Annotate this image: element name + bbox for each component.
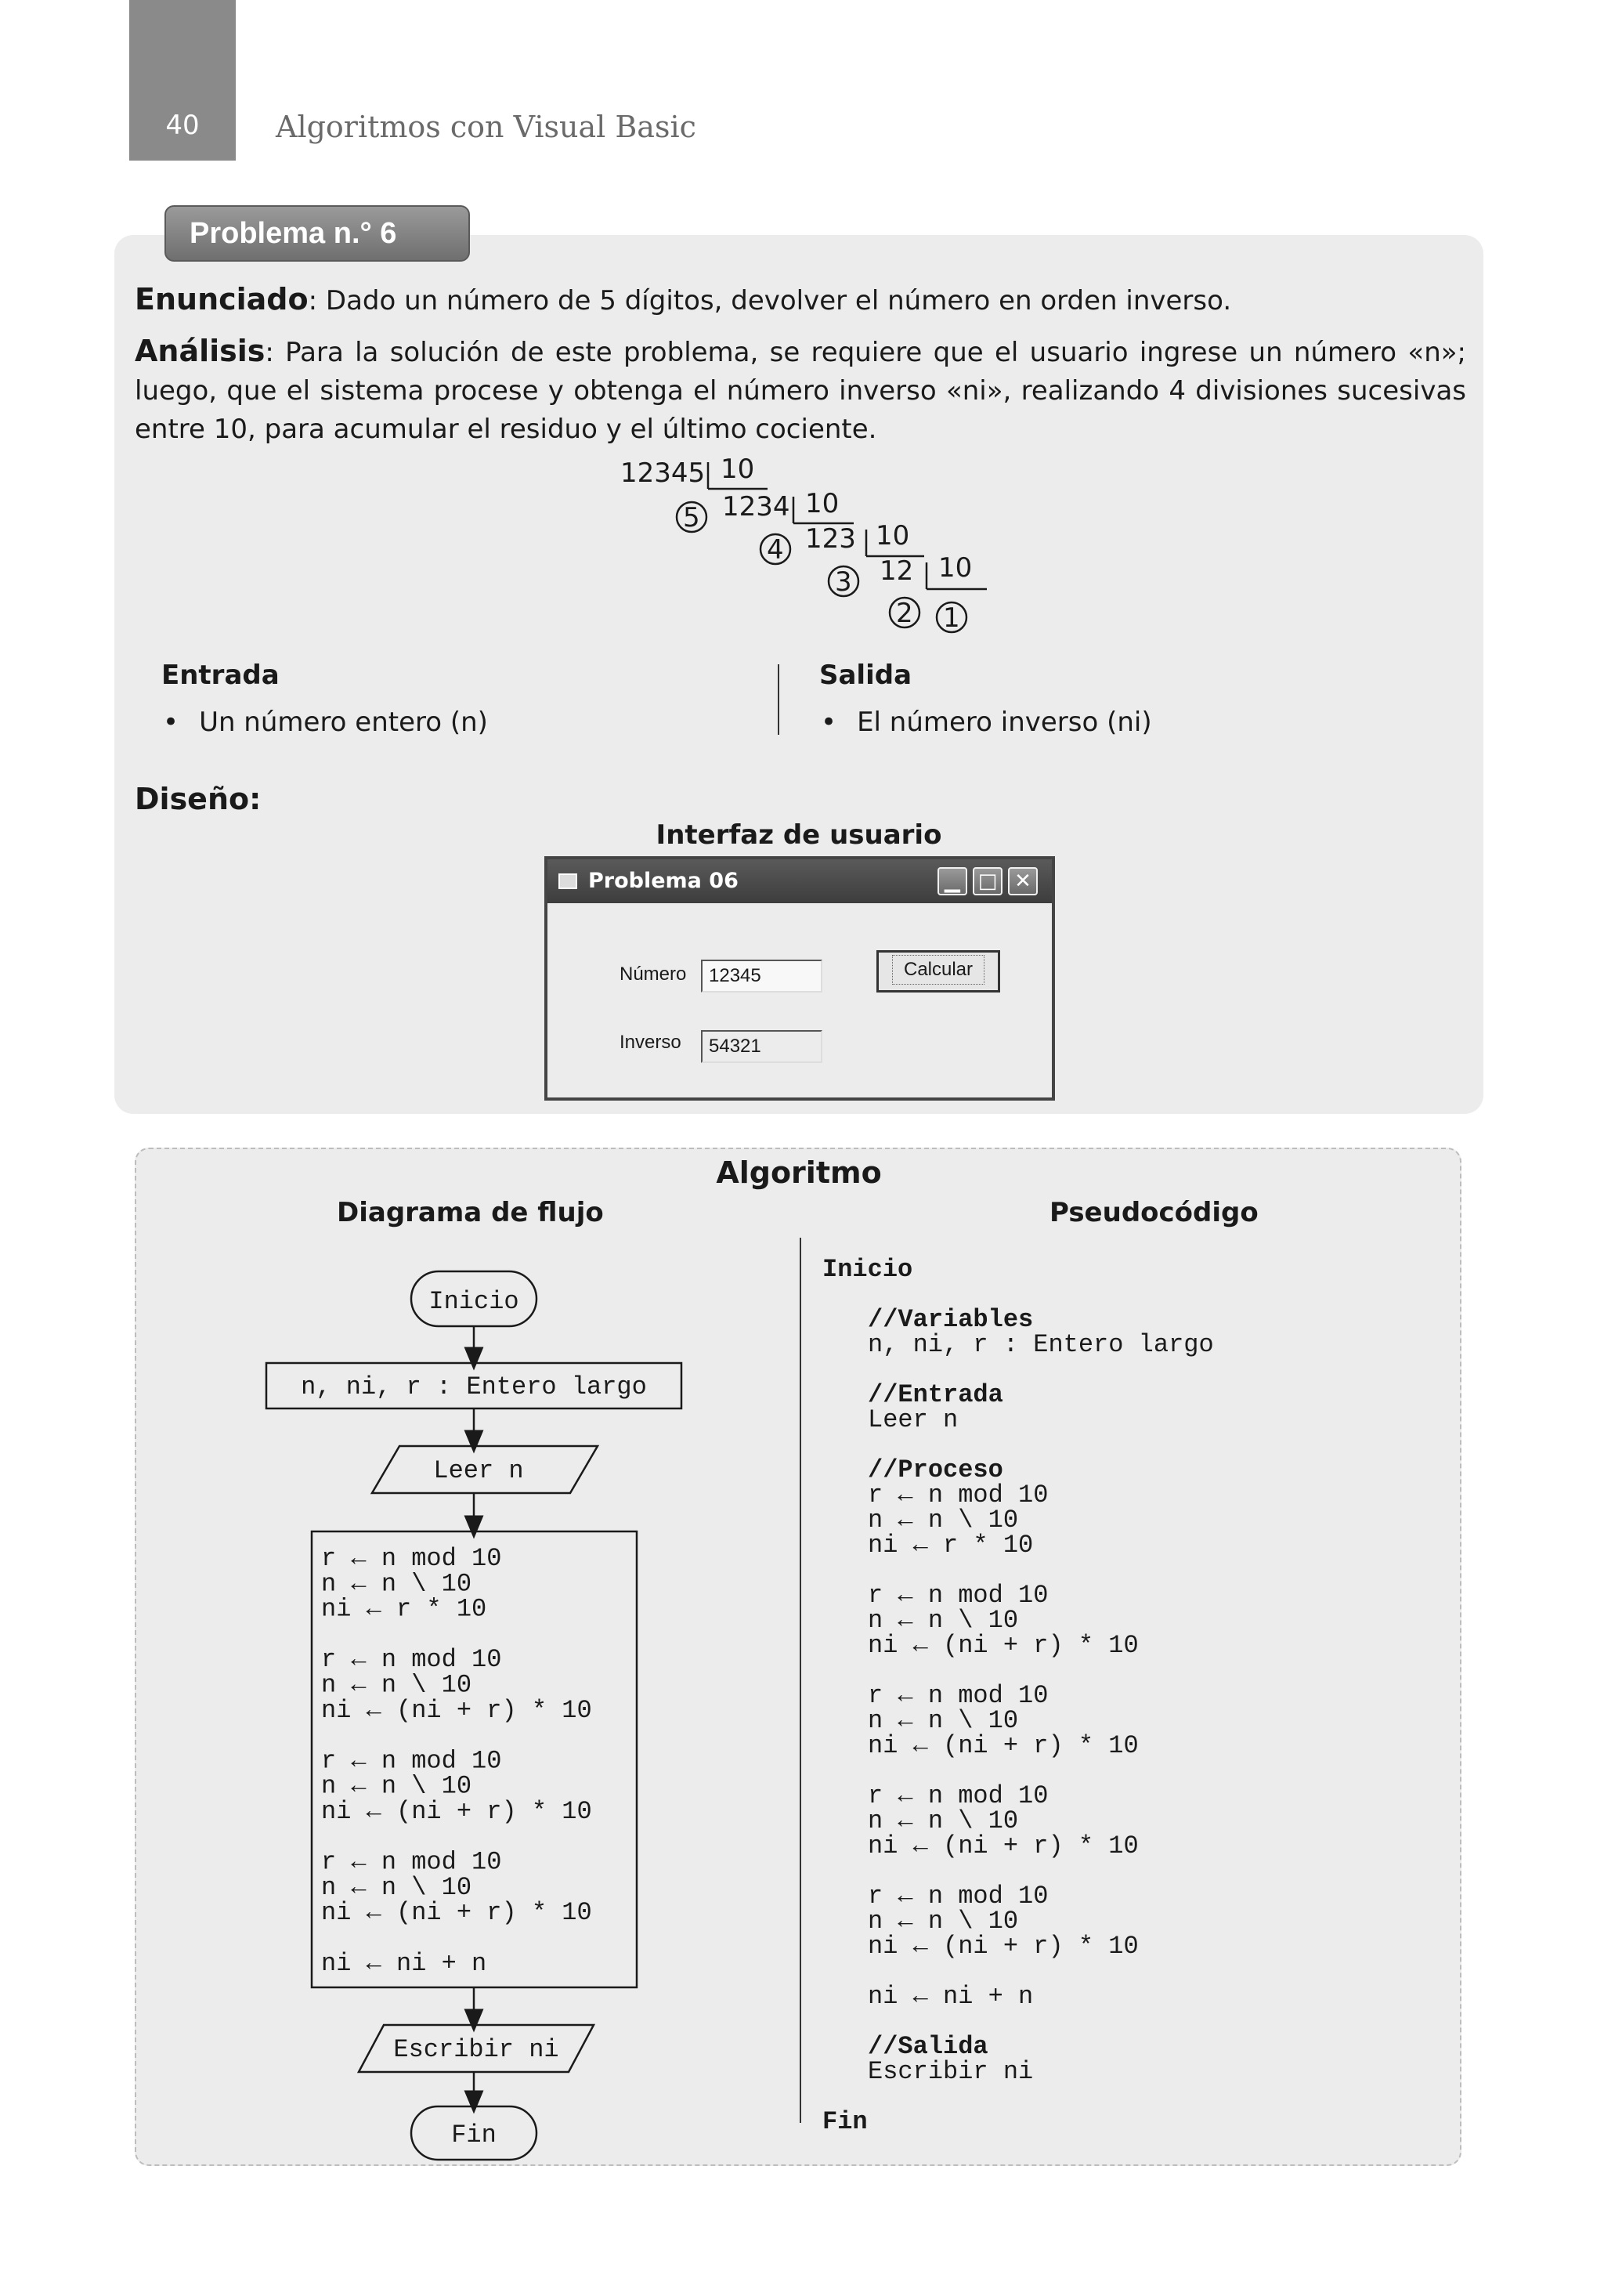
pseudo-line [822,1433,1214,1458]
process-line: n ← n \ 10 [321,1872,472,1902]
input-label: Leer n [433,1456,524,1485]
divisor-2: 10 [805,488,840,519]
process-line: ni ← (ni + r) * 10 [321,1797,592,1826]
app-icon [558,873,577,889]
algorithm-divider [800,1238,801,2123]
pseudo-line: ni ← (ni + r) * 10 [868,1731,1139,1760]
pseudo-line: Leer n [868,1405,959,1434]
pseudo-line: ni ← (ni + r) * 10 [868,1631,1139,1660]
divisor-1: 10 [721,454,755,485]
pseudo-line: r ← n mod 10 [868,1481,1049,1510]
numero-label: Número [620,964,687,985]
analisis-label: Análisis [135,334,266,368]
pseudo-line: ni ← (ni + r) * 10 [868,1831,1139,1860]
analisis-text: : Para la solución de este problema, se requiere que el usuario ingrese un número «n»; luego, que el sistema procese y obtenga el número inverso «ni», realizando 4 divisiones sucesivas entre 10, para acumular el residuo y el último cociente. [135,337,1466,445]
divisor-4: 10 [938,552,973,584]
running-title: Algoritmos con Visual Basic [276,110,696,144]
pseudo-line [822,2084,1214,2110]
pseudo-line [822,1358,1214,1383]
process-line: r ← n mod 10 [321,1847,502,1877]
process-line: ni ← ni + n [321,1948,487,1978]
pseudo-line: n ← n \ 10 [868,1506,1019,1535]
process-line: n ← n \ 10 [321,1670,472,1700]
process-line: ni ← r * 10 [321,1594,487,1624]
pseudo-line: n ← n \ 10 [868,1907,1019,1936]
remainder-1: 5 [683,502,700,533]
pseudo-line: n ← n \ 10 [868,1806,1019,1835]
output-label: Escribir ni [393,2035,559,2064]
salida-item-text: El número inverso (ni) [857,707,1152,738]
enunciado-label: Enunciado [135,282,309,316]
pseudo-line [822,1959,1214,1984]
pseudo-line: n ← n \ 10 [868,1706,1019,1735]
pseudo-line [822,1759,1214,1784]
entrada-item-text: Un número entero (n) [199,707,488,738]
pseudocode-block [822,1257,1214,2135]
start-label: Inicio [428,1287,519,1316]
bullet-icon: • [821,707,837,738]
problem-06-window [544,856,1055,1101]
pseudo-keyword-line: //Salida [868,2032,988,2061]
pseudo-line [822,1282,1214,1307]
pseudo-line: ni ← (ni + r) * 10 [868,1932,1139,1961]
dividend-3: 123 [805,523,856,555]
page-number: 40 [165,110,200,141]
process-line: r ← n mod 10 [321,1544,502,1573]
pseudo-line: r ← n mod 10 [868,1882,1049,1911]
pseudo-line: n, ni, r : Entero largo [868,1330,1214,1359]
pseudo-keyword-line: //Variables [868,1305,1034,1334]
inverso-label: Inverso [620,1032,681,1053]
calcular-button-label: Calcular [892,955,984,985]
salida-heading: Salida [819,660,912,691]
remainder-2: 4 [767,534,784,566]
dividend-4: 12 [880,555,914,587]
enunciado-paragraph [135,280,1466,320]
window-titlebar[interactable] [547,859,1052,903]
window-title: Problema 06 [588,869,739,893]
process-line: ni ← (ni + r) * 10 [321,1695,592,1725]
entrada-item [163,707,488,738]
process-line: n ← n \ 10 [321,1569,472,1599]
ui-caption: Interfaz de usuario [656,819,942,851]
end-label: Fin [451,2121,497,2150]
pseudo-line: ni ← ni + n [868,1982,1034,2011]
pseudo-line: r ← n mod 10 [868,1581,1049,1610]
dividend-2: 1234 [722,491,790,522]
remainder-3: 3 [835,566,852,598]
process-line: r ← n mod 10 [321,1645,502,1675]
algorithm-title: Algoritmo [716,1155,882,1190]
declaration-label: n, ni, r : Entero largo [301,1372,647,1401]
numero-input[interactable]: 12345 [701,960,822,993]
pseudo-line [822,1558,1214,1583]
process-line: ni ← (ni + r) * 10 [321,1898,592,1928]
process-line: n ← n \ 10 [321,1771,472,1801]
analisis-paragraph [135,332,1466,449]
pseudo-line: n ← n \ 10 [868,1606,1019,1635]
flowchart-heading: Diagrama de flujo [337,1197,604,1228]
pseudo-keyword-line: //Proceso [868,1455,1003,1484]
divisor-3: 10 [876,520,910,551]
last-quotient: 1 [943,602,960,634]
calcular-button[interactable] [876,950,1000,993]
pseudo-line [822,1859,1214,1884]
pseudo-line [822,1658,1214,1683]
salida-item [821,707,1152,738]
process-lines [321,1544,592,1978]
pseudo-keyword-line: Fin [822,2107,868,2136]
design-heading: Diseño: [135,782,262,816]
pseudo-keyword-line: //Entrada [868,1380,1003,1409]
entrada-heading: Entrada [161,660,280,691]
process-line: r ← n mod 10 [321,1746,502,1776]
pseudo-line: r ← n mod 10 [868,1681,1049,1710]
inverso-output[interactable]: 54321 [701,1030,822,1063]
division-diagram [611,454,1018,642]
bullet-icon: • [163,707,179,738]
remainder-4: 2 [896,598,913,629]
pseudo-line: ni ← r * 10 [868,1531,1034,1560]
maximize-button[interactable]: □ [973,867,1002,895]
flowchart [258,1269,697,2162]
close-button[interactable]: ✕ [1008,867,1038,895]
problem-tab: Problema n.° 6 [164,205,470,262]
pseudo-line: r ← n mod 10 [868,1781,1049,1810]
pseudocode-heading: Pseudocódigo [1049,1197,1259,1228]
pseudo-keyword-line: Inicio [822,1255,913,1284]
dividend-1: 12345 [620,457,706,489]
minimize-button[interactable]: ▁ [937,867,967,895]
enunciado-text: : Dado un número de 5 dígitos, devolver el número en orden inverso. [308,285,1232,316]
pseudo-line [822,2009,1214,2034]
io-divider [778,664,779,735]
pseudo-line: Escribir ni [868,2057,1034,2086]
